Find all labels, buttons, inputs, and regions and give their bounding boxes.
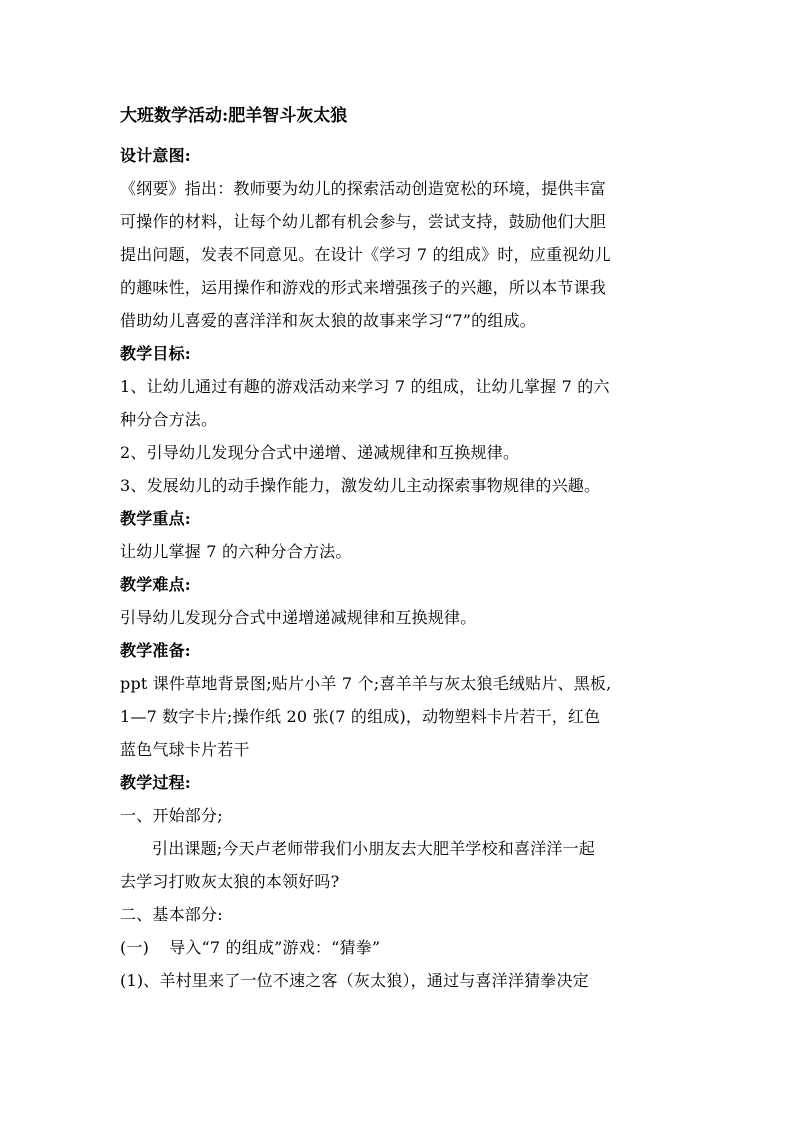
goals-line-1: 1、让幼儿通过有趣的游戏活动来学习 7 的组成，让幼儿掌握 7 的六 xyxy=(120,377,610,396)
process-part2-label: 二、基本部分: xyxy=(120,905,223,924)
design-intent-line-1: 《纲要》指出：教师要为幼儿的探索活动创造宽松的环境，提供丰富 xyxy=(120,179,607,198)
document-title: 大班数学活动:肥羊智斗灰太狼 xyxy=(120,106,348,126)
key-points-heading: 教学重点: xyxy=(120,509,191,528)
process-sub1-number: (一) xyxy=(120,938,150,957)
process-heading: 教学过程: xyxy=(120,773,191,792)
preparation-heading: 教学准备: xyxy=(120,641,191,660)
process-part1-line-2: 去学习打败灰太狼的本领好吗? xyxy=(120,872,340,891)
difficulties-line-1: 引导幼儿发现分合式中递增递减规律和互换规律。 xyxy=(120,608,477,627)
design-intent-heading: 设计意图: xyxy=(120,146,191,165)
design-intent-line-5: 借助幼儿喜爱的喜洋洋和灰太狼的故事来学习“7”的组成。 xyxy=(120,311,536,330)
preparation-line-2: 1—7 数字卡片;操作纸 20 张(7 的组成)，动物塑料卡片若干，红色 xyxy=(120,707,601,726)
difficulties-heading: 教学难点: xyxy=(120,575,191,594)
goals-heading: 教学目标: xyxy=(120,344,191,363)
process-sub1-text: 导入“7 的组成”游戏：“猜拳” xyxy=(169,938,381,957)
process-sub1-line xyxy=(120,931,680,964)
document-body xyxy=(120,100,680,997)
preparation-line-3: 蓝色气球卡片若干 xyxy=(120,740,250,759)
design-intent-line-2: 可操作的材料，让每个幼儿都有机会参与，尝试支持，鼓励他们大胆 xyxy=(120,212,607,231)
goals-line-4: 3、发展幼儿的动手操作能力，激发幼儿主动探索事物规律的兴趣。 xyxy=(120,476,601,495)
preparation-line-1: ppt 课件草地背景图;贴片小羊 7 个;喜羊羊与灰太狼毛绒贴片、黑板, xyxy=(120,674,612,693)
process-part1-line-1: 引出课题;今天卢老师带我们小朋友去大肥羊学校和喜洋洋一起 xyxy=(152,839,595,858)
process-part1-label: 一、开始部分; xyxy=(120,806,223,825)
process-item1-line: (1)、羊村里来了一位不速之客（灰太狼），通过与喜洋洋猜拳决定 xyxy=(120,971,589,990)
design-intent-line-3: 提出问题，发表不同意见。在设计《学习 7 的组成》时，应重视幼儿 xyxy=(120,245,611,264)
goals-line-3: 2、引导幼儿发现分合式中递增、递减规律和互换规律。 xyxy=(120,443,520,462)
goals-line-2: 种分合方法。 xyxy=(120,410,218,429)
key-points-line-1: 让幼儿掌握 7 的六种分合方法。 xyxy=(120,542,352,561)
design-intent-line-4: 的趣味性，运用操作和游戏的形式来增强孩子的兴趣，所以本节课我 xyxy=(120,278,607,297)
